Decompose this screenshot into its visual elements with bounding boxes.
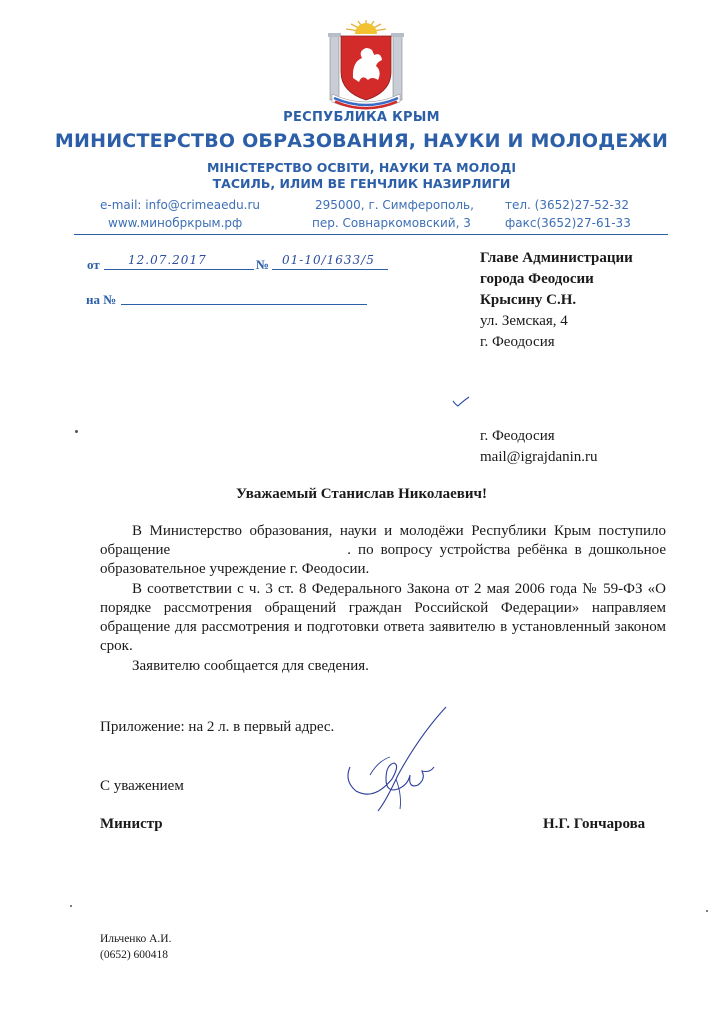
letterhead-address-line1: 295000, г. Симферополь, (315, 198, 474, 212)
addressee-line-2: города Феодосии (480, 271, 594, 287)
salutation: Уважаемый Станислав Николаевич! (236, 486, 487, 502)
scan-speck (75, 430, 78, 433)
ministry-name-ru: МИНИСТЕРСТВО ОБРАЗОВАНИЯ, НАУКИ И МОЛОДЕЖИ (54, 130, 669, 152)
executor-name: Ильченко А.И. (100, 933, 172, 945)
addressee-line-1: Главе Администрации (480, 250, 633, 266)
body-paragraph-1-text: В Министерство образования, науки и молодёжи Республики Крым поступило обращение . по вопросу устройства ребёнка в дошкольное образовательное учреждение г. Феодосии. (100, 523, 670, 577)
letterhead-email: e-mail: info@crimeaedu.ru (100, 198, 261, 212)
outgoing-number-value: 01-10/1633/5 (282, 253, 375, 267)
letterhead-website: www.минобркрым.рф (108, 216, 243, 230)
body-paragraph-1 (100, 522, 670, 579)
letterhead-fax: факс(3652)27-61-33 (505, 216, 631, 230)
letterhead-address-line2: пер. Совнаркомовский, 3 (312, 216, 471, 230)
reference-number-line (121, 290, 367, 305)
crimea-coat-of-arms-icon (326, 18, 406, 110)
attachment-note: Приложение: на 2 л. в первый адрес. (100, 719, 335, 735)
from-date-label: от (87, 257, 100, 272)
from-date-value: 12.07.2017 (128, 253, 207, 267)
scan-speck (706, 910, 708, 912)
checkmark-icon (452, 396, 470, 408)
addressee-line-5: г. Феодосия (480, 334, 555, 350)
scan-speck (70, 905, 72, 907)
republic-title: РЕСПУБЛИКА КРЫМ (283, 110, 440, 125)
handwritten-signature-icon (330, 705, 450, 835)
outgoing-number-label: № (256, 257, 270, 272)
body-paragraph-3: Заявителю сообщается для сведения. (132, 658, 369, 674)
addressee-line-4: ул. Земская, 4 (480, 313, 568, 329)
ministry-name-crh: ТАСИЛЬ, ИЛИМ ВЕ ГЕНЧЛИК НАЗИРЛИГИ (212, 176, 511, 191)
letterhead-phone: тел. (3652)27-52-32 (505, 198, 630, 212)
signer-name: Н.Г. Гончарова (543, 816, 646, 832)
signer-position: Министр (100, 816, 163, 832)
addressee-line-6: г. Феодосия (480, 428, 555, 444)
body-paragraph-2 (100, 580, 666, 656)
addressee-line-3: Крысину С.Н. (480, 292, 577, 308)
letterhead-divider (74, 234, 668, 235)
ministry-name-ua: МІНІСТЕРСТВО ОСВІТИ, НАУКИ ТА МОЛОДІ (206, 160, 517, 175)
addressee-line-7: mail@igrajdanin.ru (480, 449, 598, 465)
reference-number-label: на № (86, 292, 117, 307)
body-paragraph-2-text: В соответствии с ч. 3 ст. 8 Федерального Закона от 2 мая 2006 года № 59-ФЗ «О порядке рассмотрения обращений граждан Российской Федерации» направляем обращение для рассмотрения и подготовки ответа заявителю в установленный законом срок. (100, 581, 666, 654)
executor-phone: (0652) 600418 (100, 949, 169, 961)
closing-regards: С уважением (100, 778, 184, 794)
